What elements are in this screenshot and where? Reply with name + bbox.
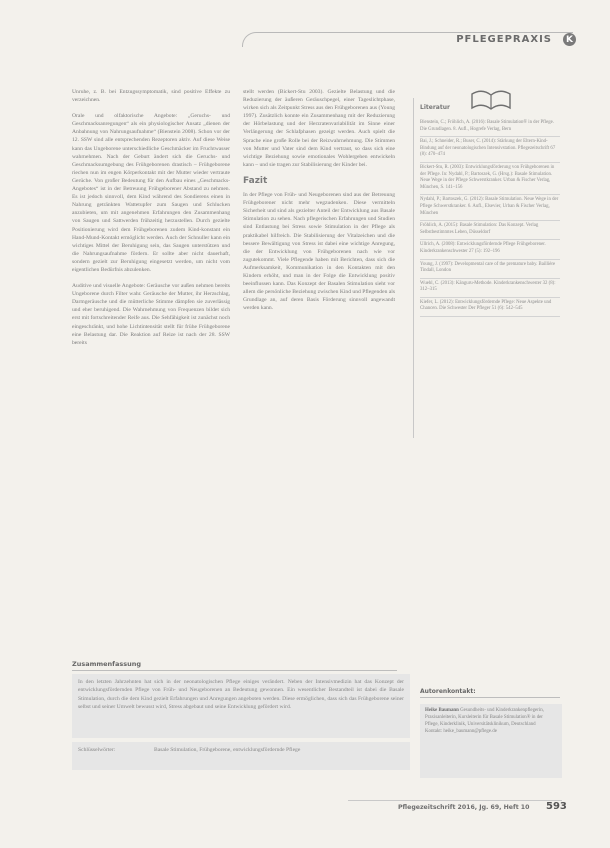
section-badge-icon: K xyxy=(563,33,576,46)
paragraph: Auditive und visuelle Angebote: Geräusche vor außen nehmen bereits Ungeborene durch Filter wahr. Geräusche der Mutter, ihr Herzschlag, Darmgeräusche und die mütterliche Stimme dämpfen sie zuverlässig und eher beruhigend. Die Wahrnehmung von Frequenzen bildet sich erst mit fortschreitender Reife aus. Die Sehfähigkeit ist zunächst noch eingeschränkt, und hohe Lichtintensität stellt für frühe Frühgeborene eine Belastung dar. Die Reaktion auf Reize ist nach der 28. SSW bereits xyxy=(72,283,230,346)
paragraph: Unruhe, z. B. bei Entzugssymptomatik, sind positive Effekte zu verzeichnen. xyxy=(72,89,230,104)
author-contact: Kontakt: heike_baumann@pflege.de xyxy=(425,728,497,734)
author-heading: Autorenkontakt: xyxy=(420,688,560,698)
paragraph: In der Pflege von Früh- und Neugeborenen sind aus der Betreuung Frühgeborener nicht mehr wegzudenken. Diese vermitteln Sicherheit und sind als gezielter Anteil der Entwicklung aus Basale Stimulation zu sehen. Nach pflegerischen Erfahrungen und Studien sind Entlastung bei Stress sowie Stimulation in der Pflege als praktikabel hilfreich. Die Stabilisierung der Vitalzeichen und die bessere Bewältigung von Stress ist dabei eine wichtige Anregung, die der Entwicklung von Frühgeborenen nach wie vor zugutekommt. Viele Pflegende haben mit Berichten, dass sich die Aufmerksamkeit, Kommunikation in den Kontakten mit den Kindern erhöht, und man in der Folge die Entwicklung positiv beeinflussen kann. Das Konzept der Basalen Stimulation sieht vor allem die persönliche Beziehung zwischen Kind und Pflegenden als Grundlage an, auf deren Basis Förderung sinnvoll angewandt werden kann. xyxy=(243,192,395,312)
section-title: PFLEGEPRAXIS xyxy=(456,34,552,45)
author-description: Gesundheits- und Kinderkrankenpflegerin, Praxisanleiterin, Kursleiterin für Basale Stimulation® in der Pflege, Kinderklinik, Universitätsklinikum, Deutschland xyxy=(425,708,544,727)
literature-item: Kiefer, L. (2012): Entwicklungsfördernde Pflege: Neue Aspekte und Chancen. Die Schwester Der Pfleger 51 (6): 542–545 xyxy=(420,298,560,317)
paragraph: stellt werden (Bickert-Stu 2003). Gezielte Belastung und die Reduzierung der äußeren Geräuschpegel, einer Tageslichtphase, wirken sich als Zeitpunkt Stress aus den Frühgeborenen aus (Young 1997). Zusätzlich konnte ein Zusammenhang mit der Reduzierung der Hörbelastung und der Herzratenvariabilität im Sinne einer Verlängerung der Schlafphasen gezeigt werden. Auch spielt die Sprache eine große Rolle bei der Reizwahrnehmung. Die Stimmen von Mutter und Vater sind dem Kind vertraut, so dass sich eine wichtige Beziehung sowie emotionales Wohlergehen entwickeln kann – und sie tragen zur Stabilisierung der Kinder bei. xyxy=(243,89,395,168)
literature-item: Nydahl, P.; Bartoszek, G. (2012): Basale Stimulation. Neue Wege in der Pflege Schwerstkranker. 6. Aufl., Elsevier, Urban & Fischer Verlag, München xyxy=(420,195,560,221)
literature-heading: Literatur xyxy=(420,104,450,111)
open-book-icon xyxy=(468,86,514,112)
literature-item: Wuehl, C. (2013): Känguru-Methode. Kinderkrankenschwester 32 (8): 312–315 xyxy=(420,279,560,298)
keywords-value: Basale Stimulation, Frühgeborene, entwicklungsfördernde Pflege xyxy=(154,747,301,753)
summary-box: In den letzten Jahrzehnten hat sich in der neonatologischen Pflege einiges verändert. Neben der Intensivmedizin hat das Konzept der entwicklungsfördernden Pflege von Früh- und Neugeborenen an Bedeutung gewonnen. Ein wesentlicher Bestandteil ist dabei die Basale Stimulation, durch die dem Kind gezielt Erfahrungen und Anregungen angeboten werden. Diese ermöglichen, dass sich das Frühgeborene seiner selbst und seiner Umwelt bewusst wird, Stress abgebaut und seine Entwicklung gefördert wird. xyxy=(72,674,410,738)
author-name: Heike Baumann xyxy=(425,708,459,713)
keywords-box xyxy=(72,742,410,770)
summary-heading: Zusammenfassung xyxy=(72,660,397,671)
footer-rule xyxy=(348,792,562,801)
literature-item: Bickert-Stu, R. (2003): Entwicklungsförderung von Frühgeborenen in der Pflege. In: Nydahl, P.; Bartoszek, G. (Hrsg.): Basale Stimulation. Neue Wege in der Pflege Schwerstkranker. Urban & Fischer Verlag, München, S. 141–156 xyxy=(420,163,560,195)
keywords-label: Schlüsselwörter: xyxy=(78,747,116,753)
author-box xyxy=(420,704,562,778)
literature-item: Young, J. (1997): Developmental care of the premature baby. Baillière Tindall, London xyxy=(420,260,560,279)
literature-item: Bienstein, C.; Fröhlich, A. (2016): Basale Stimulation® in der Pflege. Die Grundlagen. 8. Aufl., Hogrefe Verlag, Bern xyxy=(420,118,560,137)
literature-item: Bai, J.; Schneider, R.; Buser, C. (2014): Stärkung der Eltern-Kind-Bindung auf der neonatologischen Intensivstation. Pflegezeitschrift 67 (8): 470–474 xyxy=(420,137,560,163)
section-heading-fazit: Fazit xyxy=(243,175,268,186)
literature-item: Fröhlich, A. (2015): Basale Stimulation: Das Konzept. Verlag Selbstbestimmtes Leben, Düsseldorf xyxy=(420,221,560,240)
text-column-left xyxy=(72,88,230,355)
text-column-middle xyxy=(243,88,395,320)
footer-journal: Pflegezeitschrift 2016, Jg. 69, Heft 10 xyxy=(398,804,530,811)
page-number: 593 xyxy=(546,801,567,812)
paragraph: Orale und olfaktorische Angebote: „Geruchs- und Geschmacksanregungen“ als ein physiologischer Ansatz „dienen der Anbahnung von Nahrungsaufnahme“ (Bienstein 2008). Schon vor der 12. SSW sind alle entsprechenden Rezeptoren aktiv. Auf diese Weise kann das Ungeborene unterschiedliche Geschmäcker im Fruchtwasser wahrnehmen. Nach der Geburt ändert sich die Geruchs- und Geschmacksumgebung des Frühgeborenen drastisch – Frühgeborene riechen nun im engen Körperkontakt mit der Mutter wieder vertraute Gerüche. Von großer Bedeutung für den Aufbau eines „Geschmacks-Angebotes“ ist in der Betreuung Frühgeborener Abstand zu nehmen. Es ist jedoch sinnvoll, dem Kind während des Sondierens einen in Nahrung getränkten Wattetupfer zum Saugen und Schlucken anzubieten, um mit angenehmen Erfahrungen den Zusammenhang von Saugen und Sattwerden frühzeitig herzustellen. Durch gezielte Positionierung wird dem Frühgeborenen zudem Kind-konstant ein Hand-Mund-Kontakt ermöglicht werden. Auch der Schnuller kann ein wichtiges Mittel der Beruhigung sein, das Saugen unterstützen und die Nahrungsaufnahme fördern. Er sollte aber nicht dauerhaft, sondern gezielt zur Beruhigung eingesetzt werden, um nicht vom eigentlichen Bedürfnis abzulenken. xyxy=(72,113,230,273)
literature-item: Ullrich, A. (2008): Entwicklungsfördernde Pflege Frühgeborener. Kinderkrankenschwester 27 (5): 192–196 xyxy=(420,240,560,259)
literature-list xyxy=(420,118,560,317)
